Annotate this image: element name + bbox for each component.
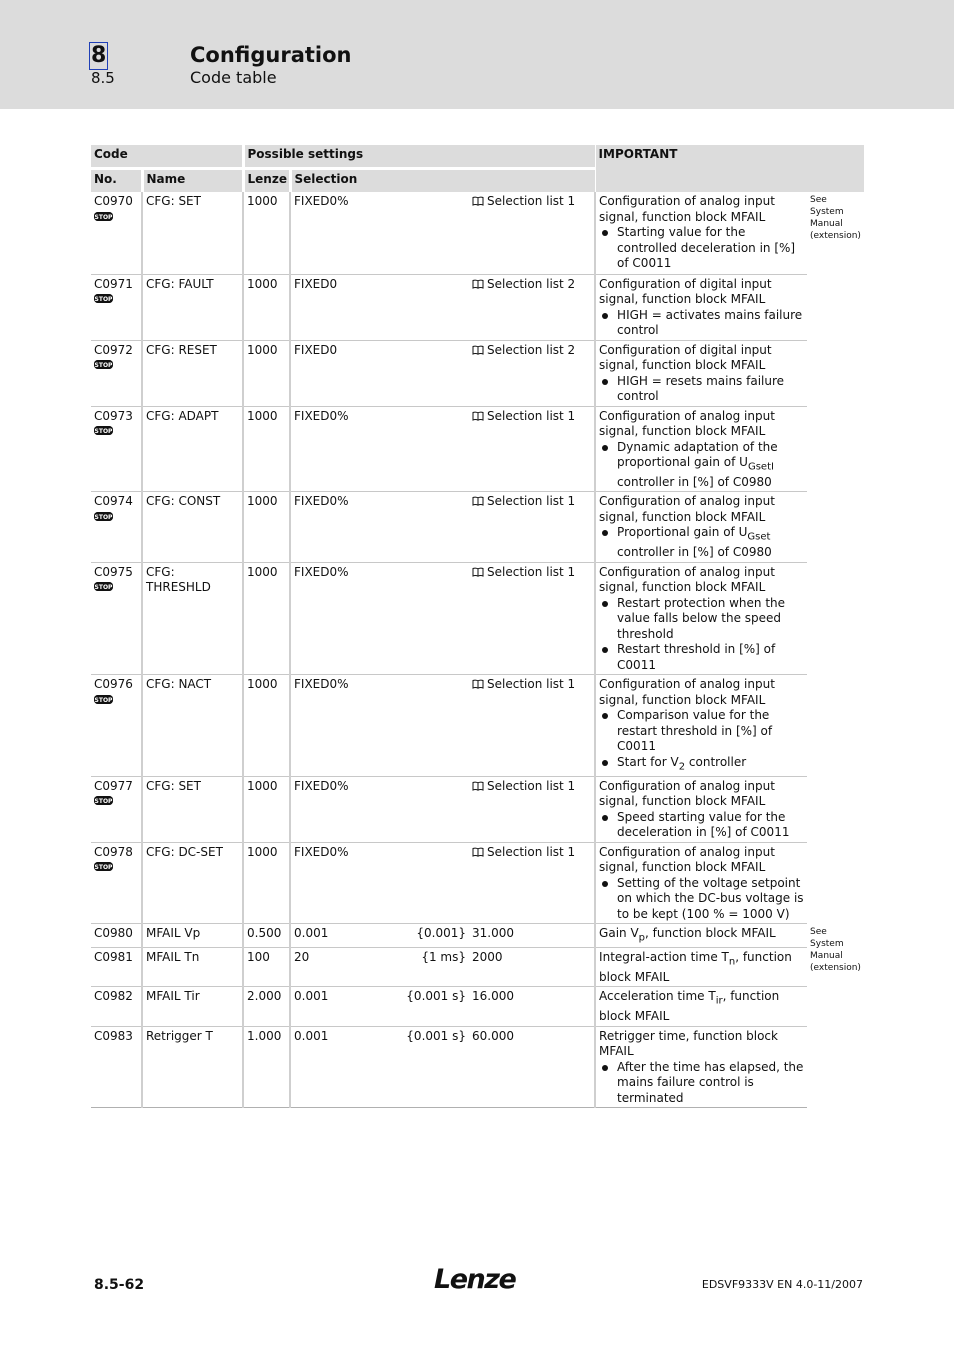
svg-text:STOP: STOP <box>94 863 113 871</box>
stop-icon <box>94 796 113 805</box>
selection-cell: FIXED0% <box>290 776 469 842</box>
min-cell: 20 <box>290 948 402 987</box>
svg-text:STOP: STOP <box>94 361 113 369</box>
selection-cell: FIXED0% <box>290 406 469 492</box>
col-header-lenze: Lenze <box>243 169 290 193</box>
description: Configuration of digital input signal, function block MFAIL <box>599 342 772 372</box>
bullet-list <box>599 810 804 841</box>
max-cell: 60.000 <box>469 1026 595 1108</box>
book-icon <box>472 409 487 423</box>
stop-icon <box>94 582 113 591</box>
bullet-list <box>599 876 804 923</box>
code-cell <box>91 948 142 987</box>
code-cell <box>91 675 142 776</box>
step-cell: {0.001 s} <box>402 1026 469 1108</box>
name-cell: CFG: NACT <box>142 675 243 776</box>
min-cell: 0.001 <box>290 1026 402 1108</box>
stop-icon <box>94 212 113 221</box>
lenze-cell: 1.000 <box>243 1026 290 1108</box>
selection-list-cell[interactable] <box>469 842 595 924</box>
book-icon <box>472 494 487 508</box>
table-row <box>91 1026 864 1108</box>
table-row <box>91 274 864 340</box>
important-cell <box>595 776 807 842</box>
code-cell <box>91 406 142 492</box>
important-cell <box>595 274 807 340</box>
description: Configuration of analog input signal, function block MFAIL <box>599 564 775 595</box>
bullet-list <box>599 440 804 491</box>
code-cell <box>91 562 142 675</box>
bullet-item: After the time has elapsed, the mains failure control is terminated <box>599 1060 804 1107</box>
selection-list-link[interactable]: Selection list 2 <box>487 276 576 291</box>
name-cell: CFG: THRESHLD <box>142 562 243 675</box>
max-cell: 16.000 <box>469 987 595 1026</box>
description: Configuration of analog input signal, function block MFAIL <box>599 408 775 438</box>
selection-cell: FIXED0 <box>290 340 469 406</box>
book-icon <box>472 845 487 859</box>
code-number: C0980 <box>94 926 133 941</box>
selection-list-cell[interactable] <box>469 675 595 776</box>
selection-cell: FIXED0% <box>290 842 469 924</box>
important-cell <box>595 948 807 987</box>
table-row <box>91 842 864 924</box>
book-icon <box>472 277 487 291</box>
name-cell: Retrigger T <box>142 1026 243 1108</box>
step-cell: {1 ms} <box>402 948 469 987</box>
name-cell: MFAIL Tn <box>142 948 243 987</box>
bullet-item: HIGH = resets mains failure control <box>599 374 804 405</box>
important-cell <box>595 675 807 776</box>
code-number: C0981 <box>94 950 133 965</box>
table-row <box>91 675 864 776</box>
bullet-item: Comparison value for the restart threshold in [%] of C0011 <box>599 708 804 755</box>
bullet-item: Start for $V_2$ controller <box>599 755 804 775</box>
bullet-list <box>599 525 804 560</box>
name-cell: CFG: DC-SET <box>142 842 243 924</box>
table-row <box>91 492 864 562</box>
lenze-cell: 1000 <box>243 192 290 274</box>
selection-cell: FIXED0% <box>290 492 469 562</box>
section-title: Code table <box>190 68 277 87</box>
col-header-important: IMPORTANT <box>595 145 864 192</box>
lenze-cell: 2.000 <box>243 987 290 1026</box>
step-cell: {0.001 s} <box>402 987 469 1026</box>
bullet-list <box>599 308 804 339</box>
table-row <box>91 562 864 675</box>
lenze-cell: 1000 <box>243 842 290 924</box>
selection-list-cell[interactable] <box>469 274 595 340</box>
code-number: C0977 <box>94 778 133 793</box>
lenze-cell: 1000 <box>243 340 290 406</box>
step-cell: {0.001} <box>402 924 469 948</box>
table-row <box>91 948 864 987</box>
page-number: 8.5-62 <box>94 1277 145 1293</box>
code-number: C0975 <box>94 564 133 579</box>
bullet-item: Setting of the voltage setpoint on which the DC-bus voltage is to be kept (100 % = 1000 V) <box>599 876 804 923</box>
table-row <box>91 987 864 1026</box>
code-number: C0971 <box>94 276 133 291</box>
page-header <box>0 0 954 109</box>
bullet-list <box>599 596 804 674</box>
bullet-list <box>599 708 804 774</box>
code-number: C0973 <box>94 408 133 423</box>
name-cell: MFAIL Tir <box>142 987 243 1026</box>
code-cell <box>91 776 142 842</box>
header-row-1 <box>91 145 864 169</box>
system-manual-note: See System Manual (extension) <box>810 195 861 241</box>
description: Configuration of analog input signal, function block MFAIL <box>599 494 775 524</box>
lenze-cell: 1000 <box>243 406 290 492</box>
svg-text:STOP: STOP <box>94 696 113 704</box>
min-cell: 0.001 <box>290 924 402 948</box>
selection-list-link[interactable]: Selection list 1 <box>487 494 576 509</box>
selection-list-link[interactable]: Selection list 1 <box>487 844 576 859</box>
selection-cell: FIXED0% <box>290 675 469 776</box>
col-header-no: No. <box>91 169 142 193</box>
description: Configuration of analog input signal, function block MFAIL <box>599 844 775 875</box>
table-row <box>91 924 864 948</box>
col-header-code: Code <box>91 145 243 169</box>
stop-icon <box>94 862 113 871</box>
code-number: C0976 <box>94 677 133 692</box>
selection-list-cell[interactable] <box>469 192 595 274</box>
col-header-selection: Selection <box>290 169 595 193</box>
svg-text:STOP: STOP <box>94 213 113 221</box>
lenze-cell: 0.500 <box>243 924 290 948</box>
selection-cell: FIXED0 <box>290 274 469 340</box>
important-cell <box>595 492 807 562</box>
bullet-list <box>599 1060 804 1107</box>
code-cell <box>91 340 142 406</box>
important-cell <box>595 192 807 274</box>
important-cell <box>595 842 807 924</box>
bullet-list <box>599 225 804 272</box>
selection-list-link[interactable]: Selection list 1 <box>487 408 576 423</box>
description: Retrigger time, function block MFAIL <box>599 1028 778 1059</box>
chapter-title: Configuration <box>190 43 352 67</box>
description: Configuration of analog input signal, function block MFAIL <box>599 194 775 224</box>
lenze-cell: 1000 <box>243 776 290 842</box>
svg-text:STOP: STOP <box>94 513 113 521</box>
col-header-possible-settings: Possible settings <box>243 145 595 169</box>
svg-text:STOP: STOP <box>94 584 113 592</box>
description: Configuration of analog input signal, function block MFAIL <box>599 677 775 707</box>
selection-list-link[interactable]: Selection list 1 <box>487 194 576 208</box>
code-cell <box>91 987 142 1026</box>
table-row <box>91 776 864 842</box>
table-row <box>91 406 864 492</box>
lenze-cell: 1000 <box>243 675 290 776</box>
selection-list-link[interactable]: Selection list 2 <box>487 342 576 357</box>
bullet-item: Restart threshold in [%] of C0011 <box>599 642 804 673</box>
stop-icon <box>94 512 113 521</box>
selection-list-cell[interactable] <box>469 406 595 492</box>
book-icon <box>472 343 487 357</box>
selection-list-link[interactable]: Selection list 1 <box>487 677 576 692</box>
important-cell <box>595 562 807 675</box>
code-number: C0978 <box>94 844 133 859</box>
lenze-logo: Lenze <box>434 1264 516 1295</box>
description: Configuration of analog input signal, function block MFAIL <box>599 778 775 809</box>
bullet-item: Proportional gain of $U_{Gset}$ controller in [%] of C0980 <box>599 525 804 560</box>
important-cell <box>595 1026 807 1108</box>
code-cell <box>91 1026 142 1108</box>
chapter-number[interactable]: 8 <box>91 43 107 68</box>
name-cell: CFG: ADAPT <box>142 406 243 492</box>
document-id: EDSVF9333V EN 4.0-11/2007 <box>701 1278 863 1291</box>
system-manual-note: See System Manual (extension) <box>810 926 861 973</box>
code-number: C0974 <box>94 494 133 509</box>
name-cell: CFG: SET <box>142 776 243 842</box>
bullet-item: Starting value for the controlled deceleration in [%] of C0011 <box>599 225 804 272</box>
selection-list-cell[interactable] <box>469 776 595 842</box>
selection-list-cell[interactable] <box>469 340 595 406</box>
code-cell <box>91 492 142 562</box>
code-number: C0983 <box>94 1028 133 1043</box>
name-cell: CFG: CONST <box>142 492 243 562</box>
name-cell: CFG: FAULT <box>142 274 243 340</box>
important-cell <box>595 406 807 492</box>
code-cell <box>91 924 142 948</box>
table-row <box>91 192 864 274</box>
selection-cell: FIXED0% <box>290 192 469 274</box>
max-cell: 31.000 <box>469 924 595 948</box>
description: Configuration of digital input signal, function block MFAIL <box>599 276 772 306</box>
code-table <box>91 145 864 1108</box>
code-number: C0972 <box>94 342 133 357</box>
name-cell: CFG: SET <box>142 192 243 274</box>
name-cell: MFAIL Vp <box>142 924 243 948</box>
code-cell <box>91 192 142 274</box>
name-cell: CFG: RESET <box>142 340 243 406</box>
selection-list-link[interactable]: Selection list 1 <box>487 564 576 579</box>
svg-text:STOP: STOP <box>94 427 113 435</box>
bullet-item: Speed starting value for the deceleration in [%] of C0011 <box>599 810 804 841</box>
selection-list-cell[interactable] <box>469 492 595 562</box>
book-icon <box>472 677 487 691</box>
selection-list-cell[interactable] <box>469 562 595 675</box>
svg-text:STOP: STOP <box>94 295 113 303</box>
section-number: 8.5 <box>91 69 115 87</box>
bullet-item: HIGH = activates mains failure control <box>599 308 804 339</box>
important-cell <box>595 924 807 948</box>
stop-icon <box>94 360 113 369</box>
max-cell: 2000 <box>469 948 595 987</box>
table-row <box>91 340 864 406</box>
selection-cell: FIXED0% <box>290 562 469 675</box>
code-number: C0982 <box>94 989 133 1004</box>
lenze-cell: 1000 <box>243 274 290 340</box>
book-icon <box>472 565 487 579</box>
lenze-cell: 100 <box>243 948 290 987</box>
col-header-name: Name <box>142 169 243 193</box>
bullet-item: Restart protection when the value falls below the speed threshold <box>599 596 804 643</box>
bullet-item: Dynamic adaptation of the proportional gain of $U_{GsetI}$ controller in [%] of C0980 <box>599 440 804 491</box>
description: Gain $V_p$, function block MFAIL <box>599 926 776 944</box>
stop-icon <box>94 426 113 435</box>
stop-icon <box>94 695 113 704</box>
min-cell: 0.001 <box>290 987 402 1026</box>
book-icon <box>472 779 487 793</box>
bullet-list <box>599 374 804 405</box>
code-cell <box>91 842 142 924</box>
description: Acceleration time $T_{ir}$, function block MFAIL <box>599 989 780 1024</box>
book-icon <box>472 194 487 208</box>
lenze-cell: 1000 <box>243 562 290 675</box>
important-cell <box>595 340 807 406</box>
code-number: C0970 <box>94 194 133 208</box>
svg-text:STOP: STOP <box>94 797 113 805</box>
table-body <box>91 192 864 1108</box>
selection-list-link[interactable]: Selection list 1 <box>487 778 576 793</box>
stop-icon <box>94 294 113 303</box>
description: Integral-action time $T_n$, function block MFAIL <box>599 950 792 984</box>
lenze-cell: 1000 <box>243 492 290 562</box>
important-cell <box>595 987 807 1026</box>
code-cell <box>91 274 142 340</box>
